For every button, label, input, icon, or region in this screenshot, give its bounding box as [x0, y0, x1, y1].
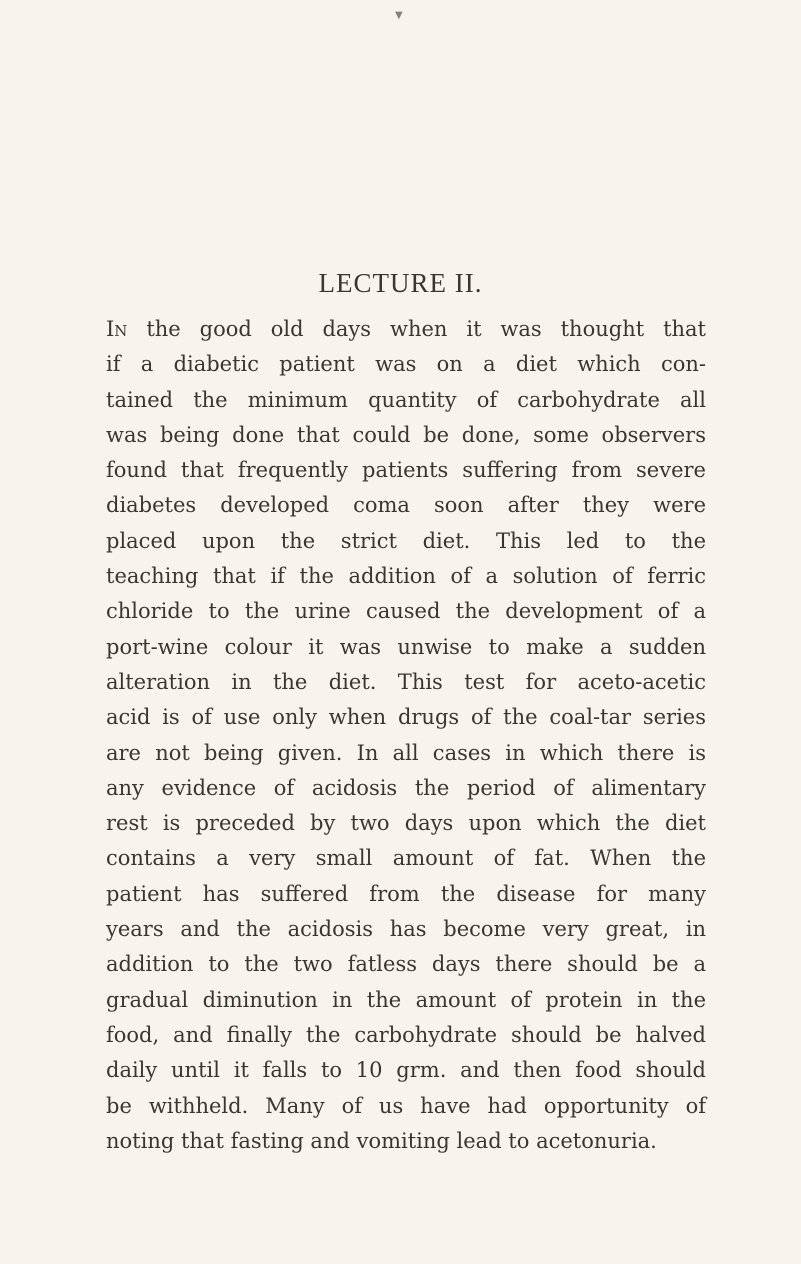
paragraph-line [106, 312, 706, 347]
lecture-heading: LECTURE II. [318, 268, 483, 298]
drop-word: In [106, 317, 128, 341]
paragraph-line: addition to the two fatless days there should be a [106, 952, 706, 977]
first-line-text: the good old days when it was thought that [127, 317, 706, 341]
paragraph-line: chloride to the urine caused the development of a [106, 599, 706, 624]
paragraph-line: rest is preceded by two days upon which the diet [106, 811, 706, 836]
paragraph-line: years and the acidosis has become very great, in [106, 917, 706, 942]
paragraph-line: contains a very small amount of fat. When the [106, 846, 706, 871]
paragraph-line: acid is of use only when drugs of the coal-tar series [106, 705, 706, 730]
paragraph-line: be withheld. Many of us have had opportunity of [106, 1093, 706, 1118]
paragraph-line: placed upon the strict diet. This led to the [106, 528, 706, 553]
paragraph-line: found that frequently patients suffering from severe [106, 458, 706, 483]
paragraph-line: are not being given. In all cases in which there is [106, 740, 706, 765]
paragraph-line: port-wine colour it was unwise to make a sudden [106, 634, 706, 659]
paragraph-line: tained the minimum quantity of carbohydrate all [106, 387, 706, 412]
paragraph-line: food, and finally the carbohydrate should be halved [106, 1022, 706, 1047]
paragraph-line: alteration in the diet. This test for aceto-acetic [106, 669, 706, 694]
paragraph-line: teaching that if the addition of a solution of ferric [106, 564, 706, 589]
paragraph-line: noting that fasting and vomiting lead to acetonuria. [106, 1128, 657, 1153]
paragraph-line: if a diabetic patient was on a diet which con- [106, 352, 706, 377]
paragraph-line: diabetes developed coma soon after they were [106, 493, 706, 518]
paragraph-line: patient has suffered from the disease for many [106, 881, 706, 906]
paragraph-line: was being done that could be done, some observers [106, 422, 706, 447]
paragraph-line: daily until it falls to 10 grm. and then food should [106, 1058, 706, 1083]
lecture-paragraph [106, 312, 706, 1159]
page-mark: ▼ [395, 10, 403, 21]
paragraph-line: any evidence of acidosis the period of alimentary [106, 775, 706, 800]
paragraph-line: gradual diminution in the amount of protein in the [106, 987, 706, 1012]
